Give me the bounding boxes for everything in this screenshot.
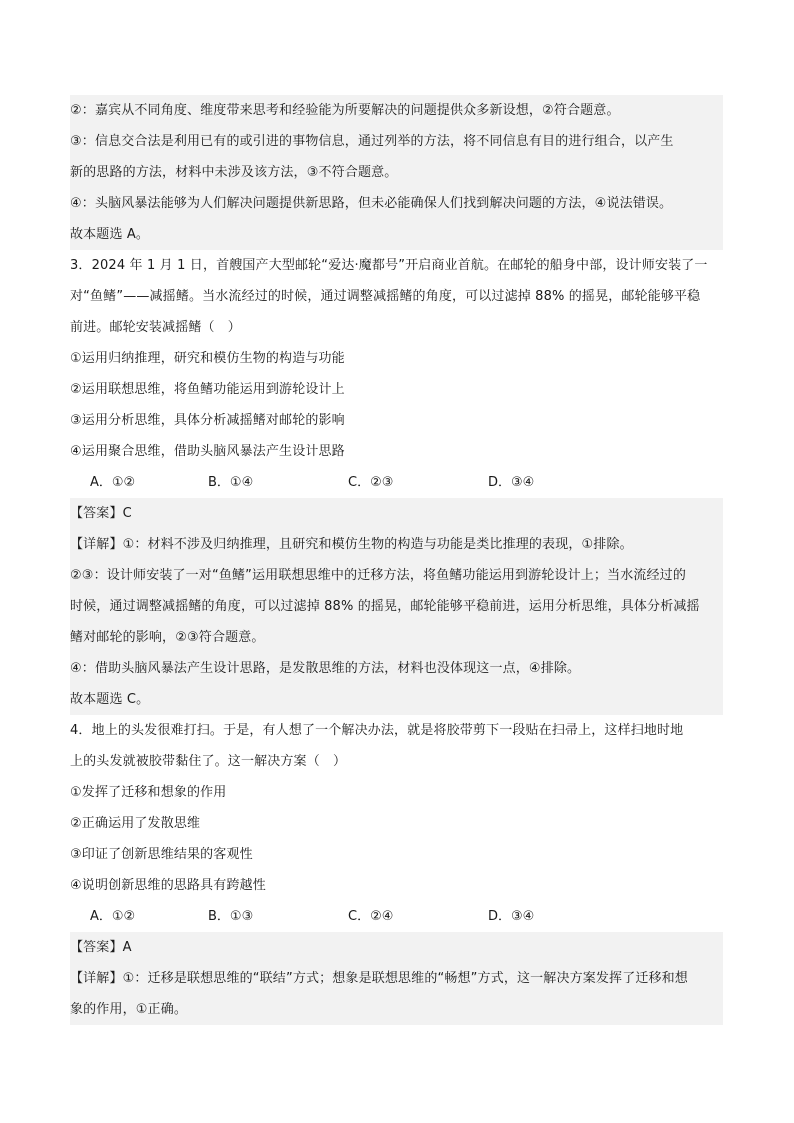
question-4-explanation: 象的作用，①正确。: [70, 994, 723, 1025]
question-3-explanation: 鳍对邮轮的影响，②③符合题意。: [70, 622, 723, 653]
option-c[interactable]: C．②③: [348, 475, 394, 490]
question-3-stem: 对“鱼鳍”——减摇鳍。当水流经过的时候，通过调整减摇鳍的角度，可以过滤掉 88% 的摇晃，邮轮能够平稳: [70, 289, 701, 304]
explanation-conclusion: 故本题选 A。: [70, 219, 723, 250]
question-3-conclusion: 故本题选 C。: [70, 684, 723, 715]
option-a[interactable]: A．①②: [90, 909, 136, 924]
explanation-line: ②：嘉宾从不同角度、维度带来思考和经验能为所要解决的问题提供众多新设想，②符合题意。: [70, 95, 723, 126]
explanation-line: 新的思路的方法，材料中未涉及该方法，③不符合题意。: [70, 157, 723, 188]
option-c[interactable]: C．②④: [348, 909, 394, 924]
question-4-item: ③印证了创新思维结果的客观性: [70, 847, 253, 862]
question-3-explanation: ②③：设计师安装了一对“鱼鳍”运用联想思维中的迁移方法，将鱼鳍功能运用到游轮设计上；当水流经过的: [70, 560, 723, 591]
option-b[interactable]: B．①③: [208, 909, 254, 924]
question-3-explanation: ④：借助头脑风暴法产生设计思路，是发散思维的方法，材料也没体现这一点，④排除。: [70, 653, 723, 684]
option-d[interactable]: D．③④: [488, 909, 535, 924]
question-4-stem: 4．地上的头发很难打扫。于是，有人想了一个解决办法，就是将胶带剪下一段贴在扫帚上，这样扫地时地: [70, 723, 684, 738]
option-b[interactable]: B．①④: [208, 475, 254, 490]
question-3-item: ②运用联想思维，将鱼鳍功能运用到游轮设计上: [70, 382, 345, 397]
question-4-stem: 上的头发就被胶带黏住了。这一解决方案（ ）: [70, 754, 347, 769]
option-d[interactable]: D．③④: [488, 475, 535, 490]
question-4-answer: 【答案】A: [70, 932, 723, 963]
question-4-item: ④说明创新思维的思路具有跨越性: [70, 878, 266, 893]
question-3-item: ①运用归纳推理，研究和模仿生物的构造与功能: [70, 351, 345, 366]
question-3-item: ④运用聚合思维，借助头脑风暴法产生设计思路: [70, 444, 345, 459]
question-4-options: [70, 901, 723, 932]
question-4-explanation: 【详解】①：迁移是联想思维的“联结”方式；想象是联想思维的“畅想”方式，这一解决方案发挥了迁移和想: [70, 963, 723, 994]
question-4-item: ②正确运用了发散思维: [70, 816, 201, 831]
question-3-options: [70, 467, 723, 498]
question-4-item: ①发挥了迁移和想象的作用: [70, 785, 227, 800]
explanation-line: ③：信息交合法是利用已有的或引进的事物信息，通过列举的方法，将不同信息有目的进行组合，以产生: [70, 126, 723, 157]
question-3-stem: 3．2024 年 1 月 1 日，首艘国产大型邮轮“爱达·魔都号”开启商业首航。在邮轮的船身中部，设计师安装了一: [70, 258, 708, 273]
document-page: [70, 95, 723, 1025]
question-3-stem: 前进。邮轮安装减摇鳍（ ）: [70, 320, 241, 335]
question-3-explanation: 【详解】①：材料不涉及归纳推理，且研究和模仿生物的构造与功能是类比推理的表现，①排除。: [70, 529, 723, 560]
question-3-explanation: 时候，通过调整减摇鳍的角度，可以过滤掉 88% 的摇晃，邮轮能够平稳前进，运用分析思维，具体分析减摇: [70, 591, 723, 622]
question-3-item: ③运用分析思维，具体分析减摇鳍对邮轮的影响: [70, 413, 345, 428]
question-3-answer: 【答案】C: [70, 498, 723, 529]
explanation-line: ④：头脑风暴法能够为人们解决问题提供新思路，但未必能确保人们找到解决问题的方法，④说法错误。: [70, 188, 723, 219]
option-a[interactable]: A．①②: [90, 475, 136, 490]
